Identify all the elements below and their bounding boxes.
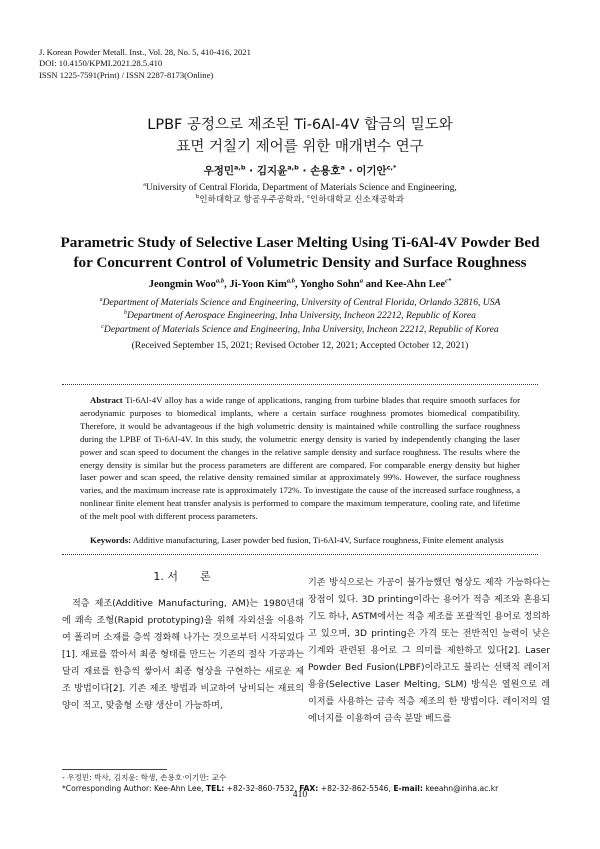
keywords-text: Additive manufacturing, Laser powder bed fusion, Ti-6Al-4V, Surface roughness, Finite element analysis: [131, 535, 504, 545]
korean-author-1-affil: a,b: [234, 163, 246, 172]
english-author-3: Yongho Sohn: [299, 279, 360, 290]
author-separator: ·: [245, 165, 257, 177]
english-author-2: Ji-Yoon Kim: [229, 279, 287, 290]
body-column-right: 기존 방식으로는 가공이 불가능했던 형상도 제작 가능하다는 장점이 있다. 3D printing이라는 용어가 적층 제조와 혼용되기도 하나, ASTM에서는 적층 제조를 포괄적인 용어로 정의하고 있으며, 3D printing은 가격 또는 전반적인 능력이 낮은 기계와 관련된 용어로 그 의미를 제한하고 있다[2]. Laser Powder Bed Fusion(LPBF)이라고도 불리는 선택적 레이저 용융(Selective Laser Melting, SLM) 방식은 열원으로 레이저를 사용하는 금속 적층 제조의 한 방법이다. 레이저의 열 에너지를 이용하여 금속 분말 베드를: [308, 578, 550, 724]
fax-label: FAX:: [299, 784, 319, 793]
body-column-left: 적층 제조(Additive Manufacturing, AM)는 1980년대에 쾌속 조형(Rapid prototyping)을 위해 자외선을 이용하여 폴리머 소재를 층씩 경화해 나가는 것으로부터 시작되었다[1]. 재료를 깎아서 최종 형태를 만드는 기존의 절삭 가공과는 달리 재료를 한층씩 쌓아서 최종 형상을 구현하는 새로운 제조 방법이다[2]. 기존 제조 방법과 비교하여 낭비되는 재료의 양이 적고, 맞춤형 소량 생산이 가능하며,: [62, 599, 304, 711]
keywords-label: Keywords:: [90, 535, 132, 545]
english-author-4: Kee-Ahn Lee: [385, 279, 446, 290]
affil-marker: a: [99, 296, 103, 303]
divider-top: [62, 384, 538, 385]
korean-authors: [0, 163, 600, 178]
tel-number: +82-32-860-7532,: [224, 784, 300, 793]
abstract-text: Ti-6Al-4V alloy has a wide range of applications, ranging from turbine blades that require smooth surfaces for aerodynamic purposes to biomedical implants, where a certain surface roughness promotes biomedical compatibility. Therefore, it would be advantageous if the high volumetric density is maintained while controlling the surface roughness during the LPBF of Ti-6Al-4V. In this study, the volumetric energy density is varied by independently changing the laser power and scan speed to document the changes in the relative sample density and surface roughness. The results where the energy density is similar but the process parameters are different are compared. For comparable energy density but higher laser power and scan speed, the relative density remained similar at approximately 99%. However, the surface roughness varies, and the maximum increase rate is approximately 172%. To investigate the cause of the increased surface roughness, a nonlinear finite element heat transfer analysis is performed to compare the maximum temperature, cooling rate, and lifetime of the melt pool with different process parameters.: [80, 395, 520, 522]
korean-title: [0, 114, 600, 158]
korean-affiliation-line1: [0, 181, 600, 194]
korean-affiliation-line2: [0, 194, 600, 207]
footnote-rule: [62, 769, 167, 770]
author-separator: ·: [298, 165, 311, 177]
english-affiliation-a: [0, 296, 600, 309]
english-affiliation-b: [0, 309, 600, 322]
affil-marker: b: [195, 194, 200, 201]
korean-affiliations: [0, 181, 600, 207]
journal-info: [39, 47, 251, 81]
korean-author-3: 손용호: [310, 165, 341, 177]
korean-title-line2: 표면 거칠기 제어를 위한 매개변수 연구: [176, 139, 424, 155]
english-title-line1: Parametric Study of Selective Laser Melting Using Ti-6Al-4V Powder Bed: [60, 234, 540, 251]
email-label: E-mail:: [393, 784, 423, 793]
abstract: [80, 394, 520, 523]
affil-text: Department of Aerospace Engineering, Inha University, Incheon 22212, Republic of Korea: [127, 310, 476, 322]
fax-number: +82-32-862-5546,: [318, 784, 394, 793]
affil-text: Department of Materials Science and Engineering, University of Central Florida, Orlando 32816, USA: [102, 297, 501, 308]
divider-bottom: [62, 554, 538, 555]
english-title-line2: for Concurrent Control of Volumetric Density and Surface Roughness: [73, 253, 527, 271]
journal-doi: DOI: 10.4150/KPMI.2021.28.5.410: [39, 58, 163, 69]
corresponding-author: *Corresponding Author: Kee-Ahn Lee,: [62, 784, 206, 793]
affil-marker: c: [101, 323, 104, 330]
author-separator: and: [362, 279, 386, 290]
received-dates: (Received September 15, 2021; Revised October 12, 2021; Accepted October 12, 2021): [131, 340, 469, 351]
english-affiliations: [0, 296, 600, 336]
english-affiliation-c: [0, 323, 600, 336]
korean-author-4: 이기안: [356, 165, 387, 177]
english-author-2-affil: a,b: [286, 277, 295, 285]
korean-author-2-affil: a,b: [287, 163, 299, 172]
korean-author-1: 우정민: [203, 165, 235, 177]
korean-author-4-affil: c,*: [386, 163, 397, 172]
affil-text: University of Central Florida, Department of Materials Science and Engineering,: [145, 182, 457, 193]
english-authors: [0, 279, 600, 290]
author-separator: ·: [344, 165, 357, 177]
affil-marker: a: [143, 181, 146, 188]
english-author-4-affil: c*: [445, 277, 452, 285]
abstract-label: Abstract: [90, 395, 123, 405]
english-title: [0, 233, 600, 272]
korean-author-2: 김지윤: [256, 165, 288, 177]
section-heading-introduction: 1. 서 론: [153, 570, 211, 583]
korean-author-3-affil: a: [340, 163, 345, 172]
affil-text: 인하대학교 항공우주공학과,: [199, 195, 308, 205]
english-author-1-affil: a,b: [215, 277, 225, 285]
author-separator: ,: [295, 279, 300, 290]
korean-title-line1: LPBF 공정으로 제조된 Ti-6Al-4V 합금의 밀도와: [147, 117, 453, 133]
affil-text: 인하대학교 신소재공학과: [310, 195, 405, 205]
footnote-author-roles: - 우정민: 박사, 김지윤: 학생, 손용호·이기안: 교수: [62, 773, 227, 782]
affil-marker: b: [124, 310, 127, 317]
email-address: keeahn@inha.ac.kr: [422, 784, 499, 793]
english-author-3-affil: a: [359, 277, 363, 285]
author-separator: ,: [224, 279, 230, 290]
journal-issn: ISSN 1225-7591(Print) / ISSN 2287-8173(Online): [39, 69, 214, 80]
english-author-1: Jeongmin Woo: [148, 279, 216, 290]
tel-label: TEL:: [206, 784, 225, 793]
page-number: 410: [292, 789, 308, 800]
affil-text: Department of Materials Science and Engineering, Inha University, Incheon 22212, Republic of Korea: [103, 323, 499, 335]
affil-marker: c: [307, 194, 311, 201]
keywords: [90, 535, 520, 545]
journal-citation: J. Korean Powder Metall. Inst., Vol. 28, No. 5, 410-416, 2021: [39, 47, 251, 57]
